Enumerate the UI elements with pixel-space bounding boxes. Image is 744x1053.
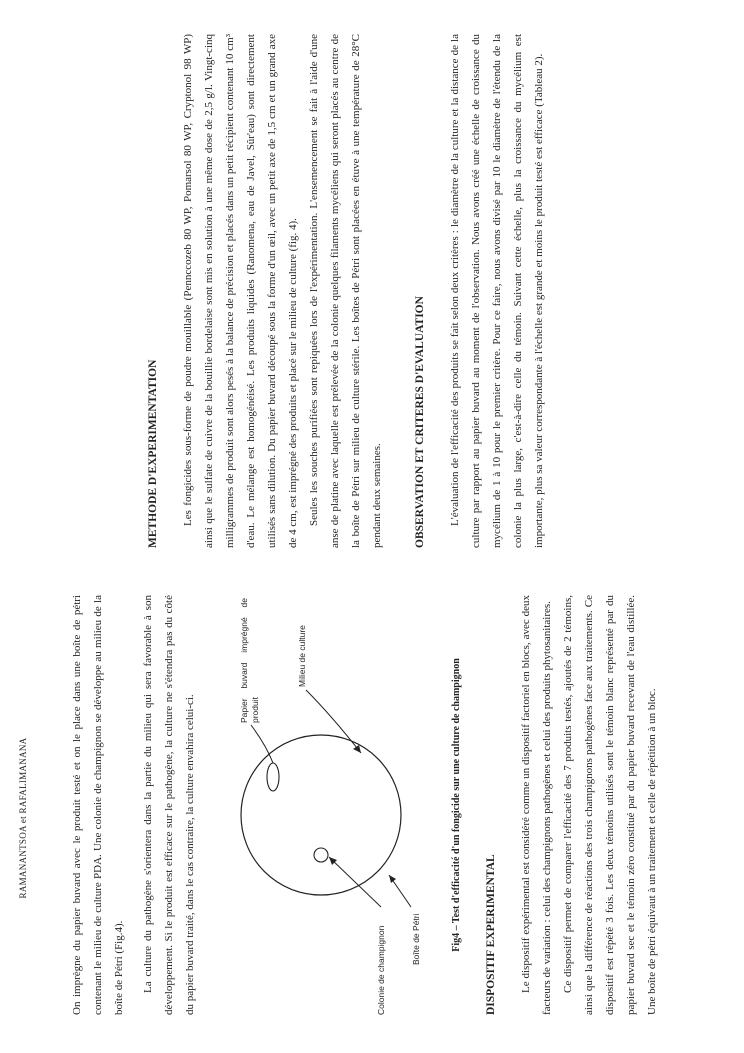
paragraph: La culture du pathogène s'orientera dans la partie du milieu qui sera favorable à son développement. Si le produit est efficace sur le pathogène, la culture ne s'étendra pas du côté du papier buvard traité, dans le cas contraire, la culture envahira celui-ci. [142, 595, 196, 1015]
blotting-paper [267, 763, 279, 791]
left-column [67, 595, 663, 1015]
arrow-colony [329, 857, 381, 907]
section-heading: DISPOSITIF EXPERIMENTAL [485, 854, 497, 1015]
paragraph: Seules les souches purifiées sont repiquées lors de l'expérimentation. L'ensemencement se fait à l'aide d'une anse de platine avec laquelle est prélevée de la colonie quelques filaments mycéliens qui seront placés au centre de la boîte de Pétri sur milieu de culture stérile. Les boîtes de Pétri sont placées en étuve à une température de 28°C pendant deux semaines. [308, 34, 383, 548]
paragraph: Le dispositif expérimental est considéré comme un dispositif factoriel en blocs, avec deux facteurs de variation : celui des champignons pathogènes et celui des produits phytosanitaires. [520, 595, 553, 1015]
label-medium: Milieu de culture [297, 625, 307, 687]
paragraph: Les fongicides sous-forme de poudre mouillable (Pennccozeb 80 WP, Pomarsol 80 WP, Cryptonol 98 WP) ainsi que le sulfate de cuivre de la bouillie bordelaise sont mis en solution à une même dose de 2,5 g/l. Vingt-cinq milligrammes de produit sont alors pesés à la balance de précision et placés dans un petit récipient contenant 10 cm³ d'eau. Le mélange est homogénéisé. Les produits liquides (Ranomena, eau de Javel, Sûr'eau) sont directement utilisés sans dilution. Du papier buvard découpé sous la forme d'un œil, avec un petit axe de 1,5 cm et un grand axe de 4 cm, est imprégné des produits et placé sur le milieu de culture (fig. 4). [182, 34, 299, 548]
figure-caption: Fig4 – Test d'efficacité d'un fongicide sur une culture de champignon [451, 658, 462, 952]
section-heading: OBSERVATION ET CRITERES D'EVALUATION [414, 296, 426, 548]
figure-petri-test [211, 595, 446, 1015]
right-column [143, 34, 550, 548]
petri-dish-outline [241, 735, 401, 895]
paragraph: L'évaluation de l'efficacité des produits se fait selon deux critères : le diamètre de la culture et la distance de la culture par rapport au papier buvard au moment de l'observation. Nous avons créé une échelle de croissance du mycélium de 1 à 10 pour le premier critère. Pour ce faire, nous avons divisé par 10 le diamètre de l'étendu de la colonie la plus large, c'est-à-dire celle du témoin. Suivant cette échelle, plus la croissance du mycélium est importante, plus sa valeur correspondante à l'échelle est grande et moins le produit testé est efficace (Tableau 2). [449, 34, 545, 548]
arrow-medium [306, 690, 361, 753]
section-heading: METHODE D'EXPERIMENTATION [147, 359, 159, 548]
label-paper: Papier buvard imprégné de produit [239, 598, 260, 723]
paragraph: On imprègne du papier buvard avec le produit testé et on le place dans une boîte de pétri contenant le milieu de culture PDA. Une colonie de champignon se développe au milieu de la boîte de Pétri (Fig.4). [71, 595, 125, 1015]
label-petri: Boîte de Pétri [411, 913, 421, 965]
fungus-colony [314, 848, 328, 862]
label-colony: Colonie de champignon [376, 925, 386, 1015]
running-header: RAMANANTSOA et RAFALIMANANA [18, 737, 28, 899]
arrow-paper [251, 725, 273, 763]
paragraph: Ce dispositif permet de comparer l'efficacité des 7 produits testés, ajoutés de 2 témoins, ainsi que la différence de réactions des trois champignons pathogènes face aux traitements. Ce dispositif est répété 3 fois. Les deux témoins utilisés sont le témoin blanc représenté par du papier buvard sec et le témoin zéro constitué par du papier buvard recevant de l'eau distillée. Une boîte de pétri équivaut à un traitement et celle de répétition à un bloc. [562, 595, 658, 1015]
